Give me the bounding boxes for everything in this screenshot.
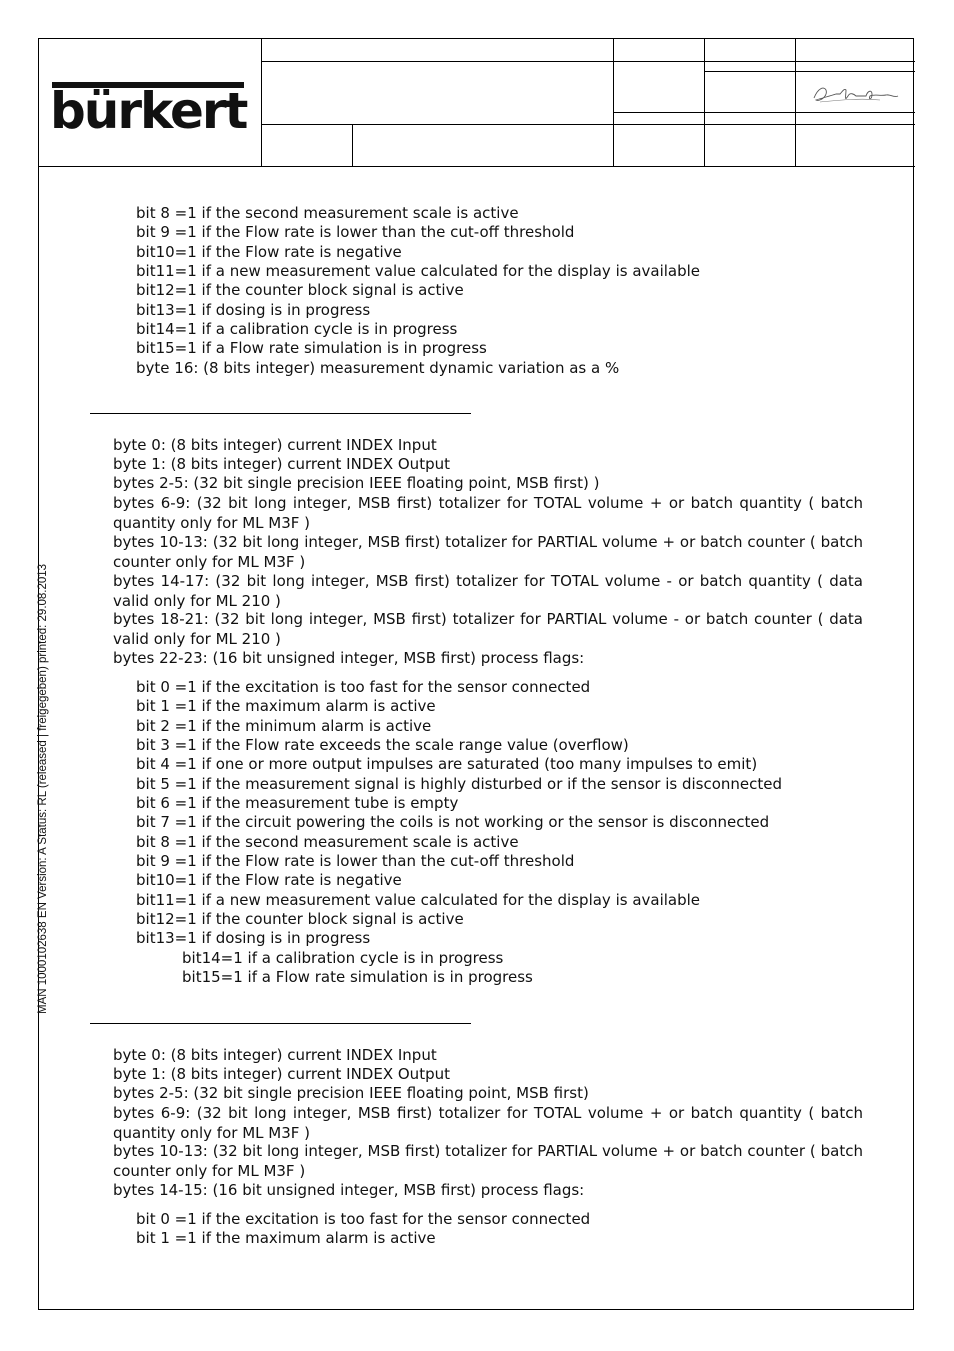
bit-line: bit13=1 if dosing is in progress: [136, 929, 371, 947]
title-block-divider: [704, 38, 705, 167]
bit-line: bit 0 =1 if the excitation is too fast for the sensor connected: [136, 1210, 591, 1228]
title-block-divider: [613, 38, 614, 167]
bit-line: bit12=1 if the counter block signal is active: [136, 281, 464, 299]
bit-line: bit 4 =1 if one or more output impulses are saturated (too many impulses to emit): [136, 755, 758, 773]
byte-line: bytes 2-5: (32 bit single precision IEEE floating point, MSB first) ): [113, 474, 600, 492]
bit-line: bit11=1 if a new measurement value calculated for the display is available: [136, 262, 701, 280]
byte-paragraph: bytes 10-13: (32 bit long integer, MSB first) totalizer for PARTIAL volume + or batch counter ( batch counter only for ML M3F ): [113, 1142, 863, 1180]
byte-line: byte 0: (8 bits integer) current INDEX Input: [113, 436, 437, 454]
document-info-sidebar: MAN 1000102638 EN Version: A Status: RL (released | freigegeben) printed: 29.08.2013: [37, 563, 49, 1014]
bit-line: bit 5 =1 if the measurement signal is highly disturbed or if the sensor is disconnected: [136, 775, 783, 793]
title-block-divider: [795, 38, 796, 167]
bit-line: bit 8 =1 if the second measurement scale is active: [136, 204, 519, 222]
burkert-logo: [50, 82, 247, 140]
bit-line: bit 2 =1 if the minimum alarm is active: [136, 717, 432, 735]
bit-line: bit12=1 if the counter block signal is active: [136, 910, 464, 928]
bit-line: bit10=1 if the Flow rate is negative: [136, 871, 402, 889]
title-block-divider: [261, 38, 262, 167]
title-block-divider: [261, 61, 915, 62]
byte-paragraph: bytes 10-13: (32 bit long integer, MSB first) totalizer for PARTIAL volume + or batch counter ( batch counter only for ML M3F ): [113, 533, 863, 571]
bit-line: bit15=1 if a Flow rate simulation is in progress: [136, 339, 487, 357]
bit-line: bit 6 =1 if the measurement tube is empty: [136, 794, 459, 812]
byte-line: byte 16: (8 bits integer) measurement dynamic variation as a %: [136, 359, 620, 377]
bit-line: bit10=1 if the Flow rate is negative: [136, 243, 402, 261]
bit-line: bit11=1 if a new measurement value calculated for the display is available: [136, 891, 701, 909]
bit-line: bit15=1 if a Flow rate simulation is in progress: [182, 968, 533, 986]
byte-line: byte 1: (8 bits integer) current INDEX Output: [113, 455, 450, 473]
bit-line: bit 3 =1 if the Flow rate exceeds the scale range value (overflow): [136, 736, 629, 754]
bit-line: bit 1 =1 if the maximum alarm is active: [136, 697, 436, 715]
title-block-divider: [352, 124, 353, 167]
byte-paragraph: bytes 6-9: (32 bit long integer, MSB first) totalizer for TOTAL volume + or batch quantity ( batch quantity only for ML M3F ): [113, 1104, 863, 1142]
byte-paragraph: bytes 14-17: (32 bit long integer, MSB first) totalizer for TOTAL volume - or batch quantity ( data valid only for ML 210 ): [113, 572, 863, 610]
bit-line: bit 8 =1 if the second measurement scale is active: [136, 833, 519, 851]
bit-line: bit13=1 if dosing is in progress: [136, 301, 371, 319]
section-divider: [90, 1023, 471, 1024]
byte-line: byte 0: (8 bits integer) current INDEX Input: [113, 1046, 437, 1064]
byte-line: bytes 22-23: (16 bit unsigned integer, MSB first) process flags:: [113, 649, 585, 667]
bit-line: bit 9 =1 if the Flow rate is lower than the cut-off threshold: [136, 852, 575, 870]
title-block: [38, 38, 916, 167]
logo-wordmark: bürkert: [50, 82, 247, 140]
signature-icon: [810, 76, 902, 110]
bit-line: bit 1 =1 if the maximum alarm is active: [136, 1229, 436, 1247]
bit-line: bit 0 =1 if the excitation is too fast for the sensor connected: [136, 678, 591, 696]
bit-line: bit14=1 if a calibration cycle is in progress: [136, 320, 458, 338]
byte-paragraph: bytes 6-9: (32 bit long integer, MSB first) totalizer for TOTAL volume + or batch quantity ( batch quantity only for ML M3F ): [113, 494, 863, 532]
byte-line: byte 1: (8 bits integer) current INDEX Output: [113, 1065, 450, 1083]
title-block-divider: [613, 112, 915, 113]
section-divider: [90, 413, 471, 414]
byte-line: bytes 14-15: (16 bit unsigned integer, MSB first) process flags:: [113, 1181, 585, 1199]
bit-line: bit 9 =1 if the Flow rate is lower than the cut-off threshold: [136, 223, 575, 241]
byte-paragraph: bytes 18-21: (32 bit long integer, MSB first) totalizer for PARTIAL volume - or batch counter ( data valid only for ML 210 ): [113, 610, 863, 648]
title-block-divider: [261, 124, 915, 125]
bit-line: bit14=1 if a calibration cycle is in progress: [182, 949, 504, 967]
title-block-divider: [38, 166, 915, 167]
title-block-divider: [704, 71, 915, 72]
bit-line: bit 7 =1 if the circuit powering the coils is not working or the sensor is disconnected: [136, 813, 770, 831]
byte-line: bytes 2-5: (32 bit single precision IEEE floating point, MSB first): [113, 1084, 589, 1102]
